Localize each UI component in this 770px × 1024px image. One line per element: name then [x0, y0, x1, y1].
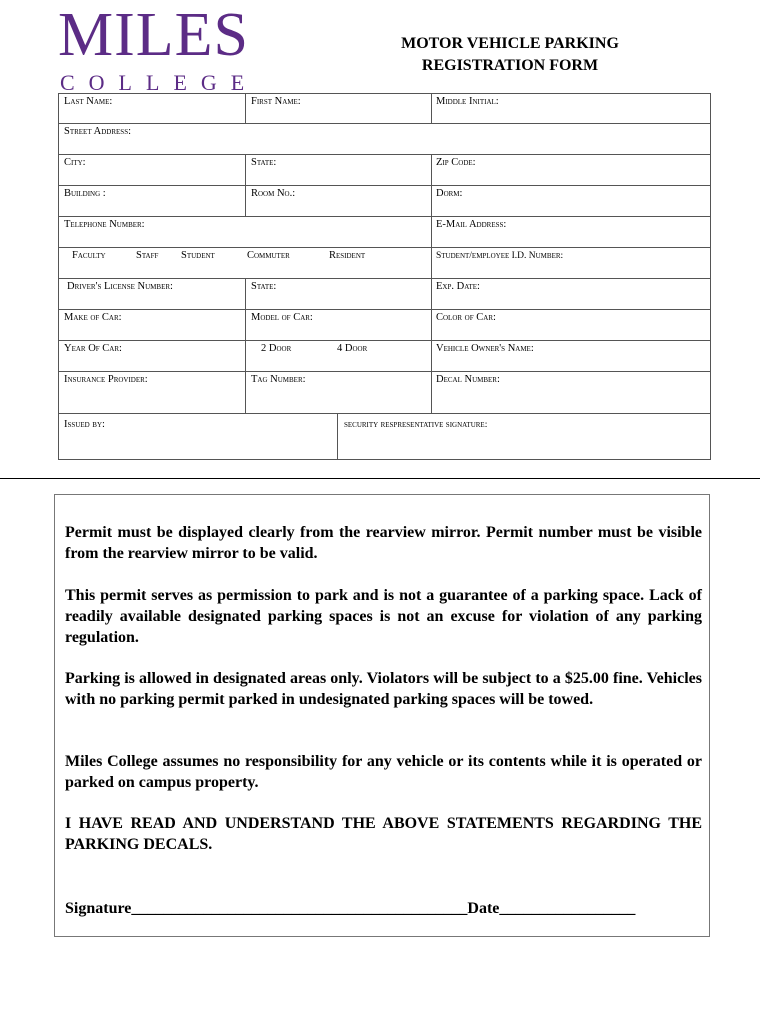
grid-line	[58, 413, 710, 414]
last-name-field[interactable]: Last Name:	[64, 96, 113, 107]
grid-line	[431, 278, 432, 413]
email-field[interactable]: E-Mail Address:	[436, 219, 507, 230]
insurance-provider-field[interactable]: Insurance Provider:	[64, 374, 148, 385]
notice-paragraph-1: Permit must be displayed clearly from the rearview mirror. Permit number must be visible from the rearview mirror to be valid.	[65, 524, 702, 562]
grid-line	[58, 340, 710, 341]
notice-paragraph-4: Miles College assumes no responsibility for any vehicle or its contents while it is operated or parked on campus property.	[65, 753, 702, 791]
grid-line	[58, 93, 710, 94]
grid-line	[431, 154, 432, 216]
staff-option[interactable]: Staff	[136, 250, 159, 261]
grid-line	[245, 278, 246, 413]
grid-line	[58, 278, 710, 279]
room-number-field[interactable]: Room No.:	[251, 188, 296, 199]
miles-college-logo	[58, 1, 288, 95]
grid-line	[431, 93, 432, 124]
form-title-line2: REGISTRATION FORM	[421, 57, 599, 74]
form-title	[360, 33, 660, 77]
grid-line	[58, 93, 59, 460]
grid-line	[58, 371, 710, 372]
form-title-line1: MOTOR VEHICLE PARKING	[401, 35, 619, 52]
state-field[interactable]: State:	[251, 157, 277, 168]
grid-line	[245, 154, 246, 216]
four-door-option[interactable]: 4 Door	[337, 343, 368, 354]
issued-by-field[interactable]: Issued by:	[64, 419, 105, 430]
building-field[interactable]: Building :	[64, 188, 106, 199]
make-of-car-field[interactable]: Make of Car:	[64, 312, 122, 323]
registration-grid	[58, 93, 710, 460]
grid-line	[58, 309, 710, 310]
grid-line	[245, 93, 246, 124]
grid-line	[58, 216, 710, 217]
color-of-car-field[interactable]: Color of Car:	[436, 312, 496, 323]
vehicle-owner-field[interactable]: Vehicle Owner's Name:	[436, 343, 534, 354]
year-of-car-field[interactable]: Year Of Car:	[64, 343, 122, 354]
license-state-field[interactable]: State:	[251, 281, 277, 292]
exp-date-field[interactable]: Exp. Date:	[436, 281, 480, 292]
id-number-field[interactable]: Student/employee I.D. Number:	[436, 251, 564, 261]
acknowledgement-statement: I HAVE READ AND UNDERSTAND THE ABOVE STATEMENTS REGARDING THE PARKING DECALS.	[65, 815, 702, 853]
faculty-option[interactable]: Faculty	[72, 250, 106, 261]
notice-paragraph-2: This permit serves as permission to park and is not a guarantee of a parking space. Lack of readily available designated parking spaces is not an excuse for violation of any parking regulation.	[65, 587, 702, 646]
security-signature-field[interactable]: security respresentative signature:	[344, 420, 488, 430]
dorm-field[interactable]: Dorm:	[436, 188, 463, 199]
grid-line	[58, 459, 710, 460]
street-address-field[interactable]: Street Address:	[64, 126, 131, 137]
grid-line	[431, 216, 432, 278]
signature-date-line[interactable]: Signature__________________________________________Date_________________	[65, 900, 636, 917]
first-name-field[interactable]: First Name:	[251, 96, 301, 107]
commuter-option[interactable]: Commuter	[247, 250, 290, 261]
two-door-option[interactable]: 2 Door	[261, 343, 292, 354]
grid-line	[58, 123, 710, 124]
grid-line	[337, 413, 338, 460]
logo-miles: MILES	[58, 1, 249, 69]
telephone-field[interactable]: Telephone Number:	[64, 219, 145, 230]
grid-line	[710, 93, 711, 460]
decal-number-field[interactable]: Decal Number:	[436, 374, 500, 385]
grid-line	[58, 247, 710, 248]
middle-initial-field[interactable]: Middle Initial:	[436, 96, 499, 107]
tag-number-field[interactable]: Tag Number:	[251, 374, 306, 385]
student-option[interactable]: Student	[181, 250, 215, 261]
model-of-car-field[interactable]: Model of Car:	[251, 312, 313, 323]
grid-line	[58, 154, 710, 155]
zip-code-field[interactable]: Zip Code:	[436, 157, 476, 168]
resident-option[interactable]: Resident	[329, 250, 366, 261]
logo-college: COLLEGE	[60, 70, 259, 95]
drivers-license-field[interactable]: Driver's License Number:	[67, 281, 173, 292]
notice-paragraph-3: Parking is allowed in designated areas only. Violators will be subject to a $25.00 fine. Vehicles with no parking permit parked in undesignated parking spaces will be towed.	[65, 670, 702, 708]
section-divider	[0, 478, 760, 479]
grid-line	[58, 185, 710, 186]
city-field[interactable]: City:	[64, 157, 86, 168]
parking-notice-box	[54, 494, 710, 937]
